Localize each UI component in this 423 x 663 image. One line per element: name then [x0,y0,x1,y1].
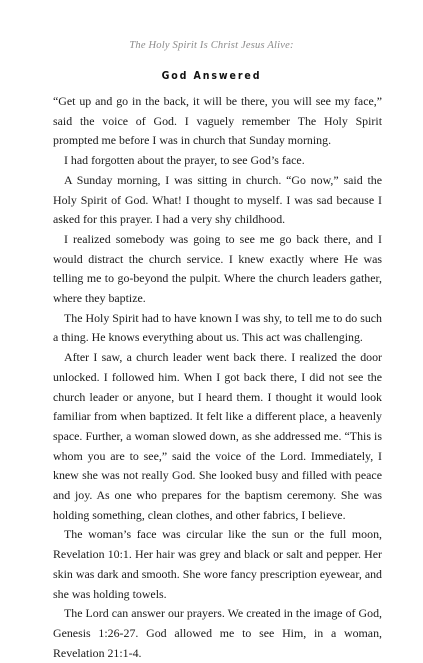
paragraph: A Sunday morning, I was sitting in church. “Go now,” said the Holy Spirit of God. What! I thought to myself. I was sad because I asked for this prayer. I had a very shy childhood. [53,172,382,227]
paragraph: After I saw, a church leader went back there. I realized the door unlocked. I followed him. When I got back there, I did not see the church leader or anyone, but I heard them. I thought it would look familiar from when baptized. It felt like a different place, a heavenly space. Further, a woman slowed down, as she addressed me. “This is whom you are to see,” said the voice of the Lord. Immediately, I knew she was not really God. She looked busy and filled with peace and joy. As one who prepares for the baptism ceremony. She was holding something, clean clothes, and other fabrics, I believe. [53,350,382,522]
paragraph: The woman’s face was circular like the sun or the full moon, Revelation 10:1. Her hair was grey and black or salt and pepper. Her skin was dark and smooth. She wore fancy prescription eyewear, and she was holding towels. [53,527,382,601]
paragraph: “Get up and go in the back, it will be there, you will see my face,” said the voice of God. I vaguely remember The Holy Spirit prompted me before I was in church that Sunday morning. [53,94,382,148]
body-text [53,92,382,663]
paragraph: I had forgotten about the prayer, to see God’s face. [64,153,305,168]
chapter-title: God Answered [161,69,262,82]
paragraph: I realized somebody was going to see me go back there, and I would distract the church service. I knew exactly where He was telling me to go-beyond the pulpit. Where the church leaders gather, where they baptize. [53,231,382,306]
paragraph: The Lord can answer our prayers. We created in the image of God, Genesis 1:26-27. God allowed me to see Him, in a woman, Revelation 21:1-4. [53,606,382,660]
paragraph: The Holy Spirit had to have known I was shy, to tell me to do such a thing. He knows everything about us. This act was challenging. [53,310,382,345]
running-head: The Holy Spirit Is Christ Jesus Alive: [129,40,294,51]
